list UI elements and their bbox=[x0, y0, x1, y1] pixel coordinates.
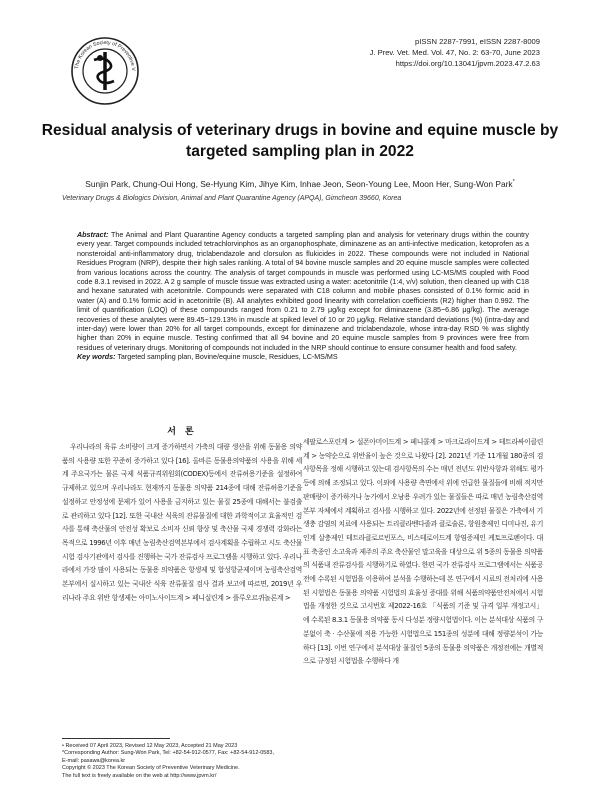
abstract bbox=[77, 231, 529, 363]
author-list bbox=[40, 179, 560, 189]
affiliation: Veterinary Drugs & Biologics Division, Animal and Plant Quarantine Agency (APQA), Gimcheon 39660, Korea bbox=[62, 195, 402, 202]
email[interactable]: E-mail: pasawa@korea.kr bbox=[62, 757, 126, 764]
abstract-label: Abstract: bbox=[77, 231, 109, 239]
society-logo bbox=[70, 36, 140, 106]
journal-citation: J. Prev. Vet. Med. Vol. 47, No. 2: 63-70, June 2023 bbox=[369, 47, 540, 57]
author-names: Sunjin Park, Chung-Oui Hong, Se-Hyung Kim, Jihye Kim, Inhae Jeon, Seon-Young Lee, Moon Her, Sung-Won Park bbox=[85, 179, 513, 189]
abstract-body bbox=[77, 231, 529, 353]
right-column bbox=[303, 436, 543, 669]
paper-title: Residual analysis of veterinary drugs in bovine and equine muscle by targeted sampling plan in 2022 bbox=[41, 122, 559, 160]
issn-line: pISSN 2287-7991, eISSN 2287-8009 bbox=[415, 37, 540, 46]
left-column bbox=[62, 441, 302, 605]
copyright: Copyright © 2023 The Korean Society of Preventive Veterinary Medicine. bbox=[62, 765, 240, 772]
access-note: The full text is freely available on the web at http://www.jpvm.kr/ bbox=[62, 772, 217, 779]
footnotes bbox=[62, 743, 302, 780]
journal-info bbox=[370, 37, 540, 69]
keywords-label: Key words: bbox=[77, 353, 116, 362]
received-dates: • Received 07 April 2023, Revised 12 May 2023, Accepted 21 May 2023 bbox=[62, 743, 238, 749]
keywords bbox=[77, 353, 529, 362]
corresponding-author-mark: * bbox=[512, 179, 515, 186]
right-paragraph: 세팔로스포린계 > 설폰아미이드계 > 페니콜계 > 마크로라이드계 > 테트라싸이클린계 > 농약순으로 위반율이 높은 것으로 나왔다 [2]. 2021년 기준 11개월 180종의 검사항목을 정해 시행하고 있는데 검사항목의 수는 매년 전년도 위반사항과 위해도 평가등에 의해 조정되고 있다. 이외에 사용량 측면에서 위에 언급한 물질들에 비해 적지만 판매량이 증가하거나 농가에서 오남용 우려가 있는 물질들은 따로 매년 농림축산검역본부 자체에서 계획하고 검사를 시행하고 있다. 2022년에 선정된 물질은 가축에서 기생충 감염의 치료에 사용되는 트리클라벤다졸과 클로술론, 항원충제인 디미나진, 유기인계 살충제인 테트라클로르빈포스, 비스테로이드계 항염증제인 케토프로펜이다. 대표 축종인 소고육과 제주의 주요 축산물인 말고육을 대상으로 위 5종의 동물용 의약품의 식품내 잔류검사를 시행하기로 하였다. 한편 국가 잔류검사 프로그램에서는 식품공전에 수록된 시험법을 이용하여 분석을 수행하는데 본 연구에서 시료의 전처리에 사용된 시험법은 동물용 의약품 시험법의 효율성 증대를 위해 식품의약품안전처에서 시험법을 개정한 것으로 고시번호 제2022-16호 「식품의 기준 및 규격 일부 개정고시」에 수록된 8.3.1 동물용 의약품 동시 다성분 정량시험법이다. 이는 분석대상 식품의 구분없이 축 · 수산물에 적용 가능한 시험법으로 151종의 성분에 대해 정량분석이 가능하다 [13]. 이번 연구에서 분석대상 물질인 5종의 동물용 의약품은 개정전에는 개별적으로 규정된 시험법을 수행하다 개 bbox=[303, 438, 543, 666]
corresponding-author: *Corresponding Author: Sung-Won Park, Tel: +82-54-912-0577, Fax: +82-54-912-0583, bbox=[62, 750, 274, 757]
abstract-text: The Animal and Plant Quarantine Agency conducts a targeted sampling plan and analysis for veterinary drugs within the country every year. Target compounds included tetrachlorvinphos as an organophosphate, diminazene as an anti-infective medication, ketoprofen as a nonsteroidal anti-inflammatory drug, triclabendazole and clorsulon as flukicides in 2022. These compounds were not included in National Residues Program (NRP), despite their high sales ranking. A total of 94 bovine muscle samples and 20 equine muscle samples were collected from various locations across the country. The analysis of target compounds in muscle was performed using LC-MS/MS coupled with Food code 8.3.1 revised in 2022. A 2 g sample of muscle tissue was extracted using a water: acetonitrile (1:4, v/v) solution, then cleaned up with C18 and hexane saturated with acetonitrile. Compounds were separated with C18 column and mobile phases consisted of 0.1% formic acid in water (A) and 0.1% formic acid in acetonitrile (B). All analytes exhibited good linearity with correlation coefficients (R2) higher than 0.992. The limit of quantification (LOQ) of these compounds ranged from 0.21 to 2.79 μg/kg except for diminazene (3.85~6.86 μg/kg). The average recoveries of these analytes were 89.45~129.13% in muscle at spiked level of 10 or 20 μg/kg. Relative standard deviations (%) (intra-day and inter-day) were lower than 20% for all target compounds, except for diminazene and triclabendazole, whose intra-day RSD % was slightly higher than 20% in equine muscle. Testing confirmed that all 94 bovine and 20 equine muscle samples from 9 provinces were free from residues of veterinary drugs. Monitoring of compounds not included in the NRP should continue to ensure consumer health and food safety. bbox=[77, 231, 530, 352]
left-paragraph: 우리나라의 육류 소비량이 크게 증가하면서 가축의 대량 생산을 위해 동물용 의약품의 사용량 또한 꾸준히 증가하고 있다 [16]. 올바른 동물용의약품의 사용을 위해 세계 주요국가는 물론 국제 식품규격위원회(CODEX)등에서 잔류허용기준을 설정하여 규제하고 있으며 우리나라도 현재까지 동물용 의약품 214종에 대해 잔류허용기준을 설정하고 안정성에 문제가 있어 사용을 금지하고 있는 물질 25종에 대해서는 불검출로 관리하고 있다 [12]. 또한 국내산 식육의 잔류물질에 대한 과학적이고 효율적인 검사를 통해 축산물의 안전성 확보로 소비자 신뢰 향상 및 축산물 국제 경쟁력 강화라는 목적으로 1996년 이후 매년 농림축산검역본부에서 검사계획을 수립하고 시도 축산물 시험 검사기관에서 검사를 진행하는 국가 잔류검사 프로그램을 시행하고 있다. 우리나라에서 가장 많이 사용되는 동물용 의약품은 항생제 및 합성항균제이며 농림축산검역본부에서 실시하고 있는 국내산 식육 잔류물질 검사 결과 보고에 따르면, 2019년 우리나라 주요 위반 항생제는 아미노사이드계 > 페니실린계 > 플루오르퀴놀론계 > bbox=[62, 443, 302, 602]
keywords-text: Targeted sampling plan, Bovine/equine muscle, Residues, LC-MS/MS bbox=[117, 353, 338, 362]
doi-link[interactable]: https://doi.org/10.13041/jpvm.2023.47.2.63 bbox=[395, 58, 540, 68]
footnote-divider bbox=[62, 738, 170, 739]
section-title-introduction: 서 론 bbox=[167, 427, 197, 437]
svg-text:The Korean Society of Preventi: The Korean Society of Preventive V bbox=[74, 39, 137, 71]
